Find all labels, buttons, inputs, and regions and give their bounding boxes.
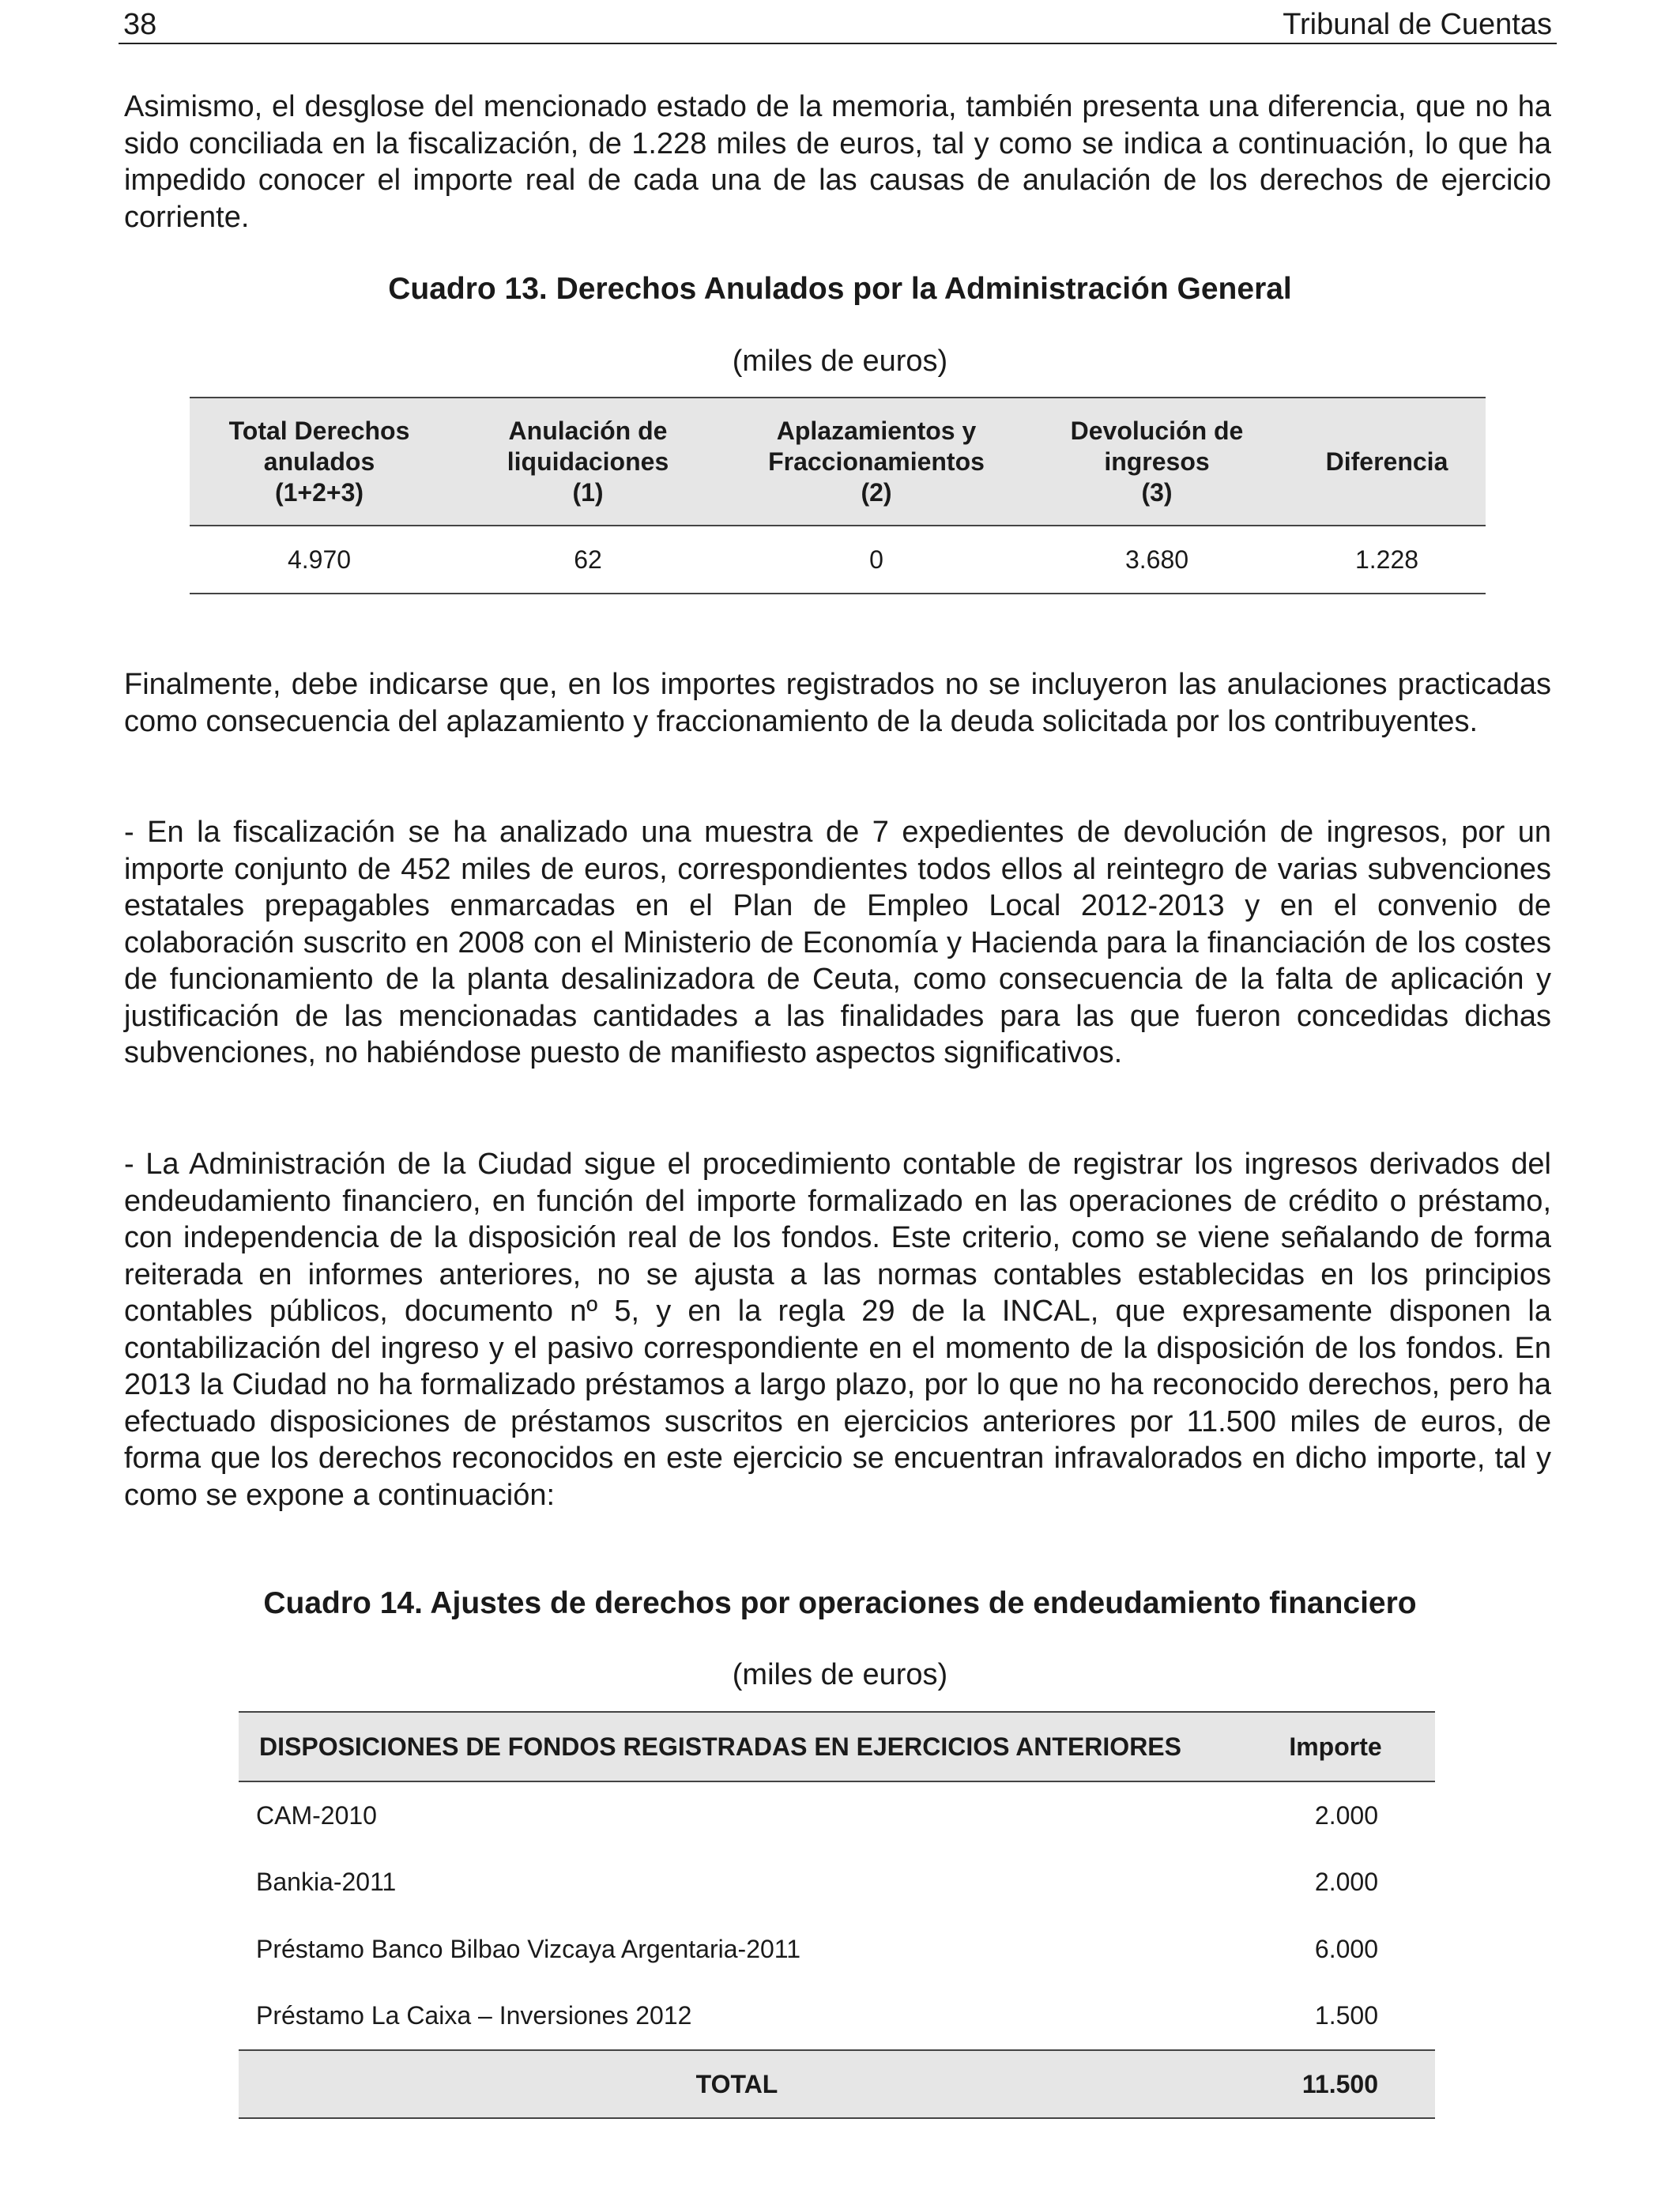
table-row <box>239 1781 1435 1849</box>
paragraph-finalmente: Finalmente, debe indicarse que, en los importes registrados no se incluyeron las anulaciones practicadas como consecuencia del aplazamiento y fraccionamiento de la deuda solicitada por los contribuyentes. <box>124 668 1551 738</box>
page-header <box>119 6 1557 44</box>
table13-header-aplazamientos: Aplazamientos y Fraccionamientos (2) <box>727 398 1026 526</box>
table14-total-label: TOTAL <box>239 2050 1236 2118</box>
table14-row-amount: 1.500 <box>1314 2001 1378 2030</box>
table14-row-concept: Préstamo Banco Bilbao Vizcaya Argentaria-2011 <box>256 1934 800 1963</box>
table13-caption: Cuadro 13. Derechos Anulados por la Administración General <box>388 272 1292 306</box>
table14-row-amount: 2.000 <box>1314 1868 1378 1897</box>
table14-header-amount: Importe <box>1236 1712 1435 1781</box>
table14-row-concept: Préstamo La Caixa – Inversiones 2012 <box>256 2001 692 2030</box>
paragraph-fiscalizacion: - En la fiscalización se ha analizado una muestra de 7 expedientes de devolución de ingresos, por un importe conjunto de 452 miles de euros, correspondientes todos ellos al reintegro de varias subvenciones estatales prepagables enmarcadas en el Plan de Empleo Local 2012-2013 y en el convenio de colaboración suscrito en 2008 con el Ministerio de Economía y Hacienda para la financiación de los costes de funcionamiento de la planta desalinizadora de Ceuta, como consecuencia de la falta de aplicación y justificación de las mencionadas cantidades a las finalidades para las que fueron concedidas dichas subvenciones, no habiéndose puesto de manifiesto aspectos significativos. <box>124 816 1551 1069</box>
publisher-name: Tribunal de Cuentas <box>1283 8 1552 41</box>
table14-total-amount: 11.500 <box>1236 2050 1435 2118</box>
table13-header-anulacion: Anulación de liquidaciones (1) <box>449 398 727 526</box>
table13-header-total: Total Derechos anulados (1+2+3) <box>190 398 449 526</box>
table13-units: (miles de euros) <box>732 345 948 378</box>
table-row <box>239 1983 1435 2051</box>
table13-cell-devolucion: 3.680 <box>1026 526 1288 594</box>
table14-header-row <box>239 1712 1435 1781</box>
table13-header-diferencia: Diferencia <box>1288 398 1486 526</box>
table14-row-concept: CAM-2010 <box>256 1800 377 1830</box>
paragraph-intro: Asimismo, el desglose del mencionado estado de la memoria, también presenta una diferencia, que no ha sido conciliada en la fiscalización, de 1.228 miles de euros, tal y como se indica a continuación, lo que ha impedido conocer el importe real de cada una de las causas de anulación de los derechos de ejercicio corriente. <box>124 90 1551 234</box>
table14-row-concept: Bankia-2011 <box>256 1868 397 1897</box>
page-number: 38 <box>123 8 157 41</box>
table-row <box>239 1916 1435 1983</box>
table-row <box>190 526 1486 594</box>
table13-cell-total: 4.970 <box>190 526 449 594</box>
table13-cell-diferencia: 1.228 <box>1288 526 1486 594</box>
table13-header-devolucion: Devolución de ingresos (3) <box>1026 398 1288 526</box>
table14-units: (miles de euros) <box>732 1658 948 1691</box>
table-row <box>239 1849 1435 1917</box>
table13-cell-aplazamientos: 0 <box>727 526 1026 594</box>
table14 <box>239 1711 1435 2119</box>
table14-caption: Cuadro 14. Ajustes de derechos por operaciones de endeudamiento financiero <box>263 1586 1417 1620</box>
table14-row-amount: 6.000 <box>1314 1934 1378 1963</box>
table14-total-row <box>239 2050 1435 2118</box>
table13-cell-anulacion: 62 <box>449 526 727 594</box>
table13-header-row <box>190 398 1486 526</box>
table14-header-concept: DISPOSICIONES DE FONDOS REGISTRADAS EN EJERCICIOS ANTERIORES <box>239 1712 1236 1781</box>
table13 <box>190 397 1486 594</box>
paragraph-administracion: - La Administración de la Ciudad sigue el procedimiento contable de registrar los ingresos derivados del endeudamiento financiero, en función del importe formalizado en las operaciones de crédito o préstamo, con independencia de la disposición real de los fondos. Este criterio, como se viene señalando de forma reiterada en informes anteriores, no se ajusta a las normas contables establecidas en los principios contables públicos, documento nº 5, y en la regla 29 de la INCAL, que expresamente disponen la contabilización del ingreso y el pasivo correspondiente en el momento de la disposición de los fondos. En 2013 la Ciudad no ha formalizado préstamos a largo plazo, por lo que no ha reconocido derechos, pero ha efectuado disposiciones de préstamos suscritos en ejercicios anteriores por 11.500 miles de euros, de forma que los derechos reconocidos en este ejercicio se encuentran infravalorados en dicho importe, tal y como se expone a continuación: <box>124 1148 1551 1512</box>
table14-row-amount: 2.000 <box>1314 1800 1378 1830</box>
